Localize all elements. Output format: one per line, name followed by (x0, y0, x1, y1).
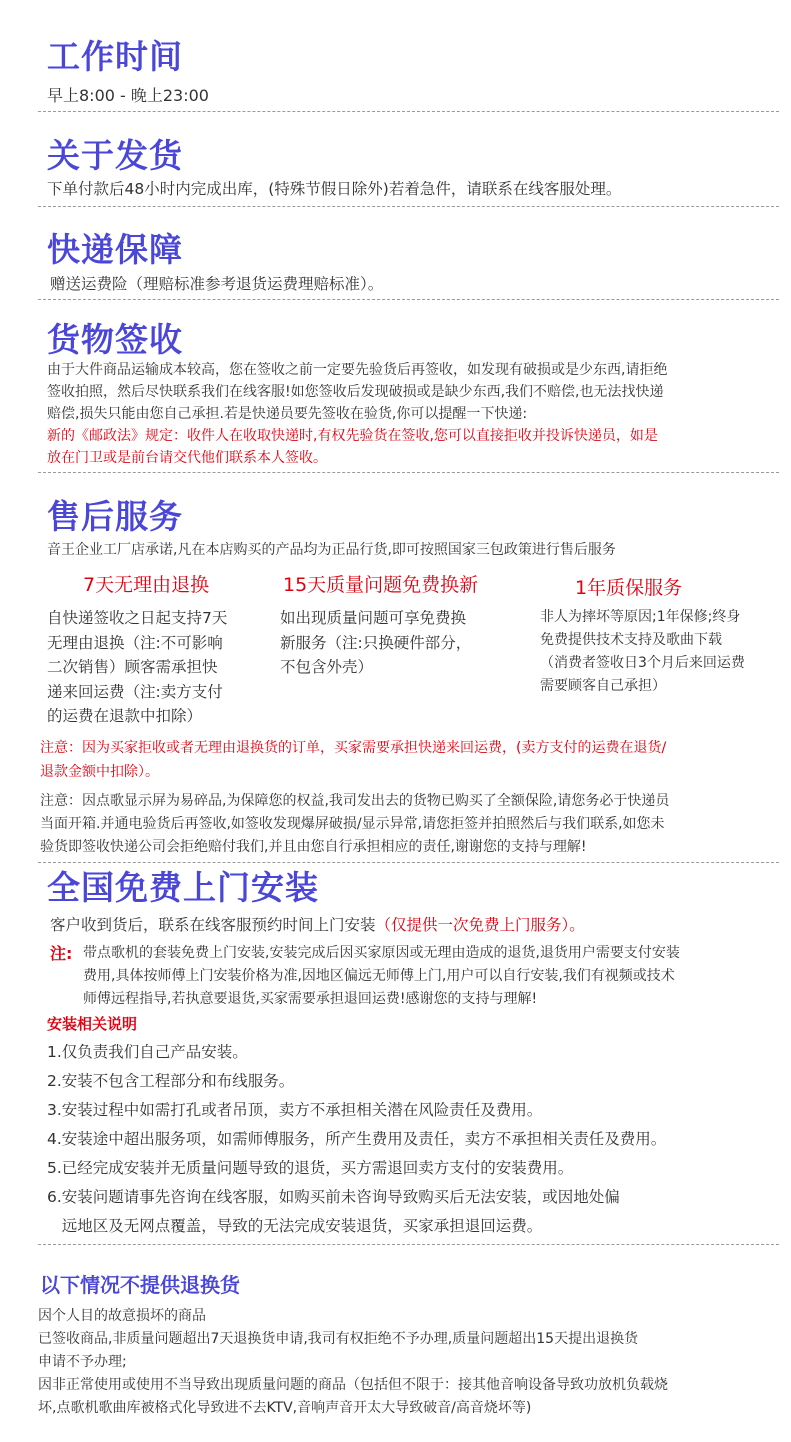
after-sales-title: 售后服务 (47, 497, 183, 536)
divider (38, 206, 779, 207)
no-return-line: 因个人目的故意损坏的商品 (38, 1308, 206, 1324)
service-line: 递来回运费（注:卖方支付 (47, 682, 223, 701)
no-return-title: 以下情况不提供退换货 (40, 1273, 240, 1297)
service-line: 无理由退换（注:不可影响 (47, 633, 223, 652)
no-return-line: 坏,点歌机歌曲库被格式化导致进不去KTV,音响声音开太大导致破音/高音烧坏等) (38, 1400, 532, 1416)
list-item: 4.安装途中超出服务项，如需师傅服务，所产生费用及责任，卖方不承担相关责任及费用。 (47, 1130, 667, 1148)
notice-red-line: 注意：因为买家拒收或者无理由退换货的订单，买家需要承担快递来回运费，(卖方支付的运费在退货/ (40, 740, 667, 756)
installation-section-label: 安装相关说明 (47, 1015, 138, 1033)
installation-title: 全国免费上门安装 (47, 868, 319, 907)
installation-intro-red: （仅提供一次免费上门服务）。 (375, 916, 585, 934)
service-line: 如出现质量问题可享免费换 (280, 609, 467, 627)
receipt-title: 货物签收 (47, 320, 183, 359)
installation-intro-text: 客户收到货后，联系在线客服预约时间上门安装 (50, 916, 376, 934)
divider (38, 862, 779, 863)
express-text: 赠送运费险（理赔标准参考退货运费理赔标准）。 (50, 275, 384, 293)
notice-line: 当面开箱.并通电验货后再签收,如签收发现爆屏破损/显示异常,请您拒签并拍照然后与我们联系,如您未 (40, 816, 665, 832)
no-return-line: 申请不予办理; (38, 1354, 127, 1370)
service-line: （消费者签收日3个月后来回运费 (540, 655, 745, 671)
no-return-line: 因非正常使用或使用不当导致出现质量问题的商品（包括但不限于：接其他音响设备导致功放机负载烧 (38, 1377, 668, 1393)
service-line: 免费提供技术支持及歌曲下载 (540, 632, 722, 648)
divider (38, 472, 779, 473)
note-line: 费用,具体按师傅上门安装价格为准,因地区偏远无师傅上门,用户可以自行安装,我们有视频或技术 (83, 968, 675, 984)
receipt-red-line: 新的《邮政法》规定：收件人在收取快递时,有权先验货在签收,您可以直接拒收并投诉快递员，如是 (47, 428, 658, 444)
no-return-line: 已签收商品,非质量问题超出7天退换货申请,我司有权拒绝不予办理,质量问题超出15天提出退换货 (38, 1331, 639, 1347)
service-7day-text (47, 606, 227, 729)
after-sales-notice (40, 790, 669, 859)
work-hours-text: 早上8:00 - 晚上23:00 (47, 86, 209, 105)
no-return-body (38, 1305, 668, 1420)
list-item: 2.安装不包含工程部分和布线服务。 (47, 1072, 295, 1090)
divider (38, 1244, 779, 1245)
note-line: 带点歌机的套装免费上门安装,安装完成后因买家原因或无理由造成的退货,退货用户需要支付安装 (83, 945, 680, 961)
list-item: 6.安装问题请事先咨询在线客服，如购买前未咨询导致购买后无法安装，或因地处偏 (47, 1188, 620, 1206)
list-item: 5.已经完成安装并无质量问题导致的退货，买方需退回卖方支付的安装费用。 (47, 1159, 574, 1177)
list-item: 远地区及无网点覆盖，导致的无法完成安装退货，买家承担退回运费。 (47, 1217, 543, 1235)
service-line: 新服务（注:只换硬件部分， (280, 633, 472, 652)
service-line: 非人为摔坏等原因;1年保修;终身 (540, 609, 741, 625)
installation-note (83, 942, 680, 1011)
installation-note-label: 注: (50, 944, 73, 963)
list-item: 1.仅负责我们自己产品安装。 (47, 1043, 248, 1061)
service-15day-text (280, 606, 471, 680)
notice-red-line: 退款金额中扣除）。 (40, 764, 159, 780)
receipt-body (47, 359, 667, 469)
service-1year-text (540, 606, 745, 698)
list-item: 3.安装过程中如需打孔或者吊顶，卖方不承担相关潜在风险责任及费用。 (47, 1101, 543, 1119)
shipping-text: 下单付款后48小时内完成出库，(特殊节假日除外)若着急件，请联系在线客服处理。 (47, 180, 622, 198)
service-line: 需要顾客自己承担） (540, 678, 666, 694)
service-15day-title: 15天质量问题免费换新 (283, 574, 479, 596)
service-line: 自快递签收之日起支持7天 (47, 609, 228, 627)
after-sales-red-notice (40, 736, 666, 784)
service-7day-title: 7天无理由退换 (83, 574, 210, 596)
receipt-line: 由于大件商品运输成本较高，您在签收之前一定要先验货后再签收，如发现有破损或是少东西,请拒绝 (47, 362, 668, 378)
service-line: 不包含外壳） (280, 658, 374, 676)
notice-line: 注意：因点歌显示屏为易碎品,为保障您的权益,我司发出去的货物已购买了全额保险,请您务必于快递员 (40, 793, 670, 809)
service-line: 二次销售）顾客需承担快 (47, 658, 218, 676)
after-sales-intro: 音王企业工厂店承诺,凡在本店购买的产品均为正品行货,即可按照国家三包政策进行售后服务 (47, 542, 616, 558)
receipt-red-line: 放在门卫或是前台请交代他们联系本人签收。 (47, 450, 327, 466)
receipt-line: 签收拍照，然后尽快联系我们在线客服!如您签收后发现破损或是缺少东西,我们不赔偿,也无法找快递 (47, 384, 664, 400)
installation-intro (50, 914, 585, 936)
service-line: 的运费在退款中扣除） (47, 707, 203, 725)
work-hours-title: 工作时间 (47, 37, 183, 76)
note-line: 师傅远程指导,若执意要退货,买家需要承担退回运费!感谢您的支持与理解! (83, 991, 538, 1007)
service-1year-title: 1年质保服务 (575, 577, 683, 599)
receipt-line: 赔偿,损失只能由您自己承担.若是快递员要先签收在验货,你可以提醒一下快递: (47, 406, 528, 422)
installation-list (47, 1038, 666, 1241)
divider (38, 111, 779, 112)
notice-line: 验货即签收快递公司会拒绝赔付我们,并且由您自行承担相应的责任,谢谢您的支持与理解! (40, 839, 587, 855)
express-title: 快递保障 (47, 230, 183, 269)
divider (38, 299, 779, 300)
shipping-title: 关于发货 (47, 136, 183, 175)
